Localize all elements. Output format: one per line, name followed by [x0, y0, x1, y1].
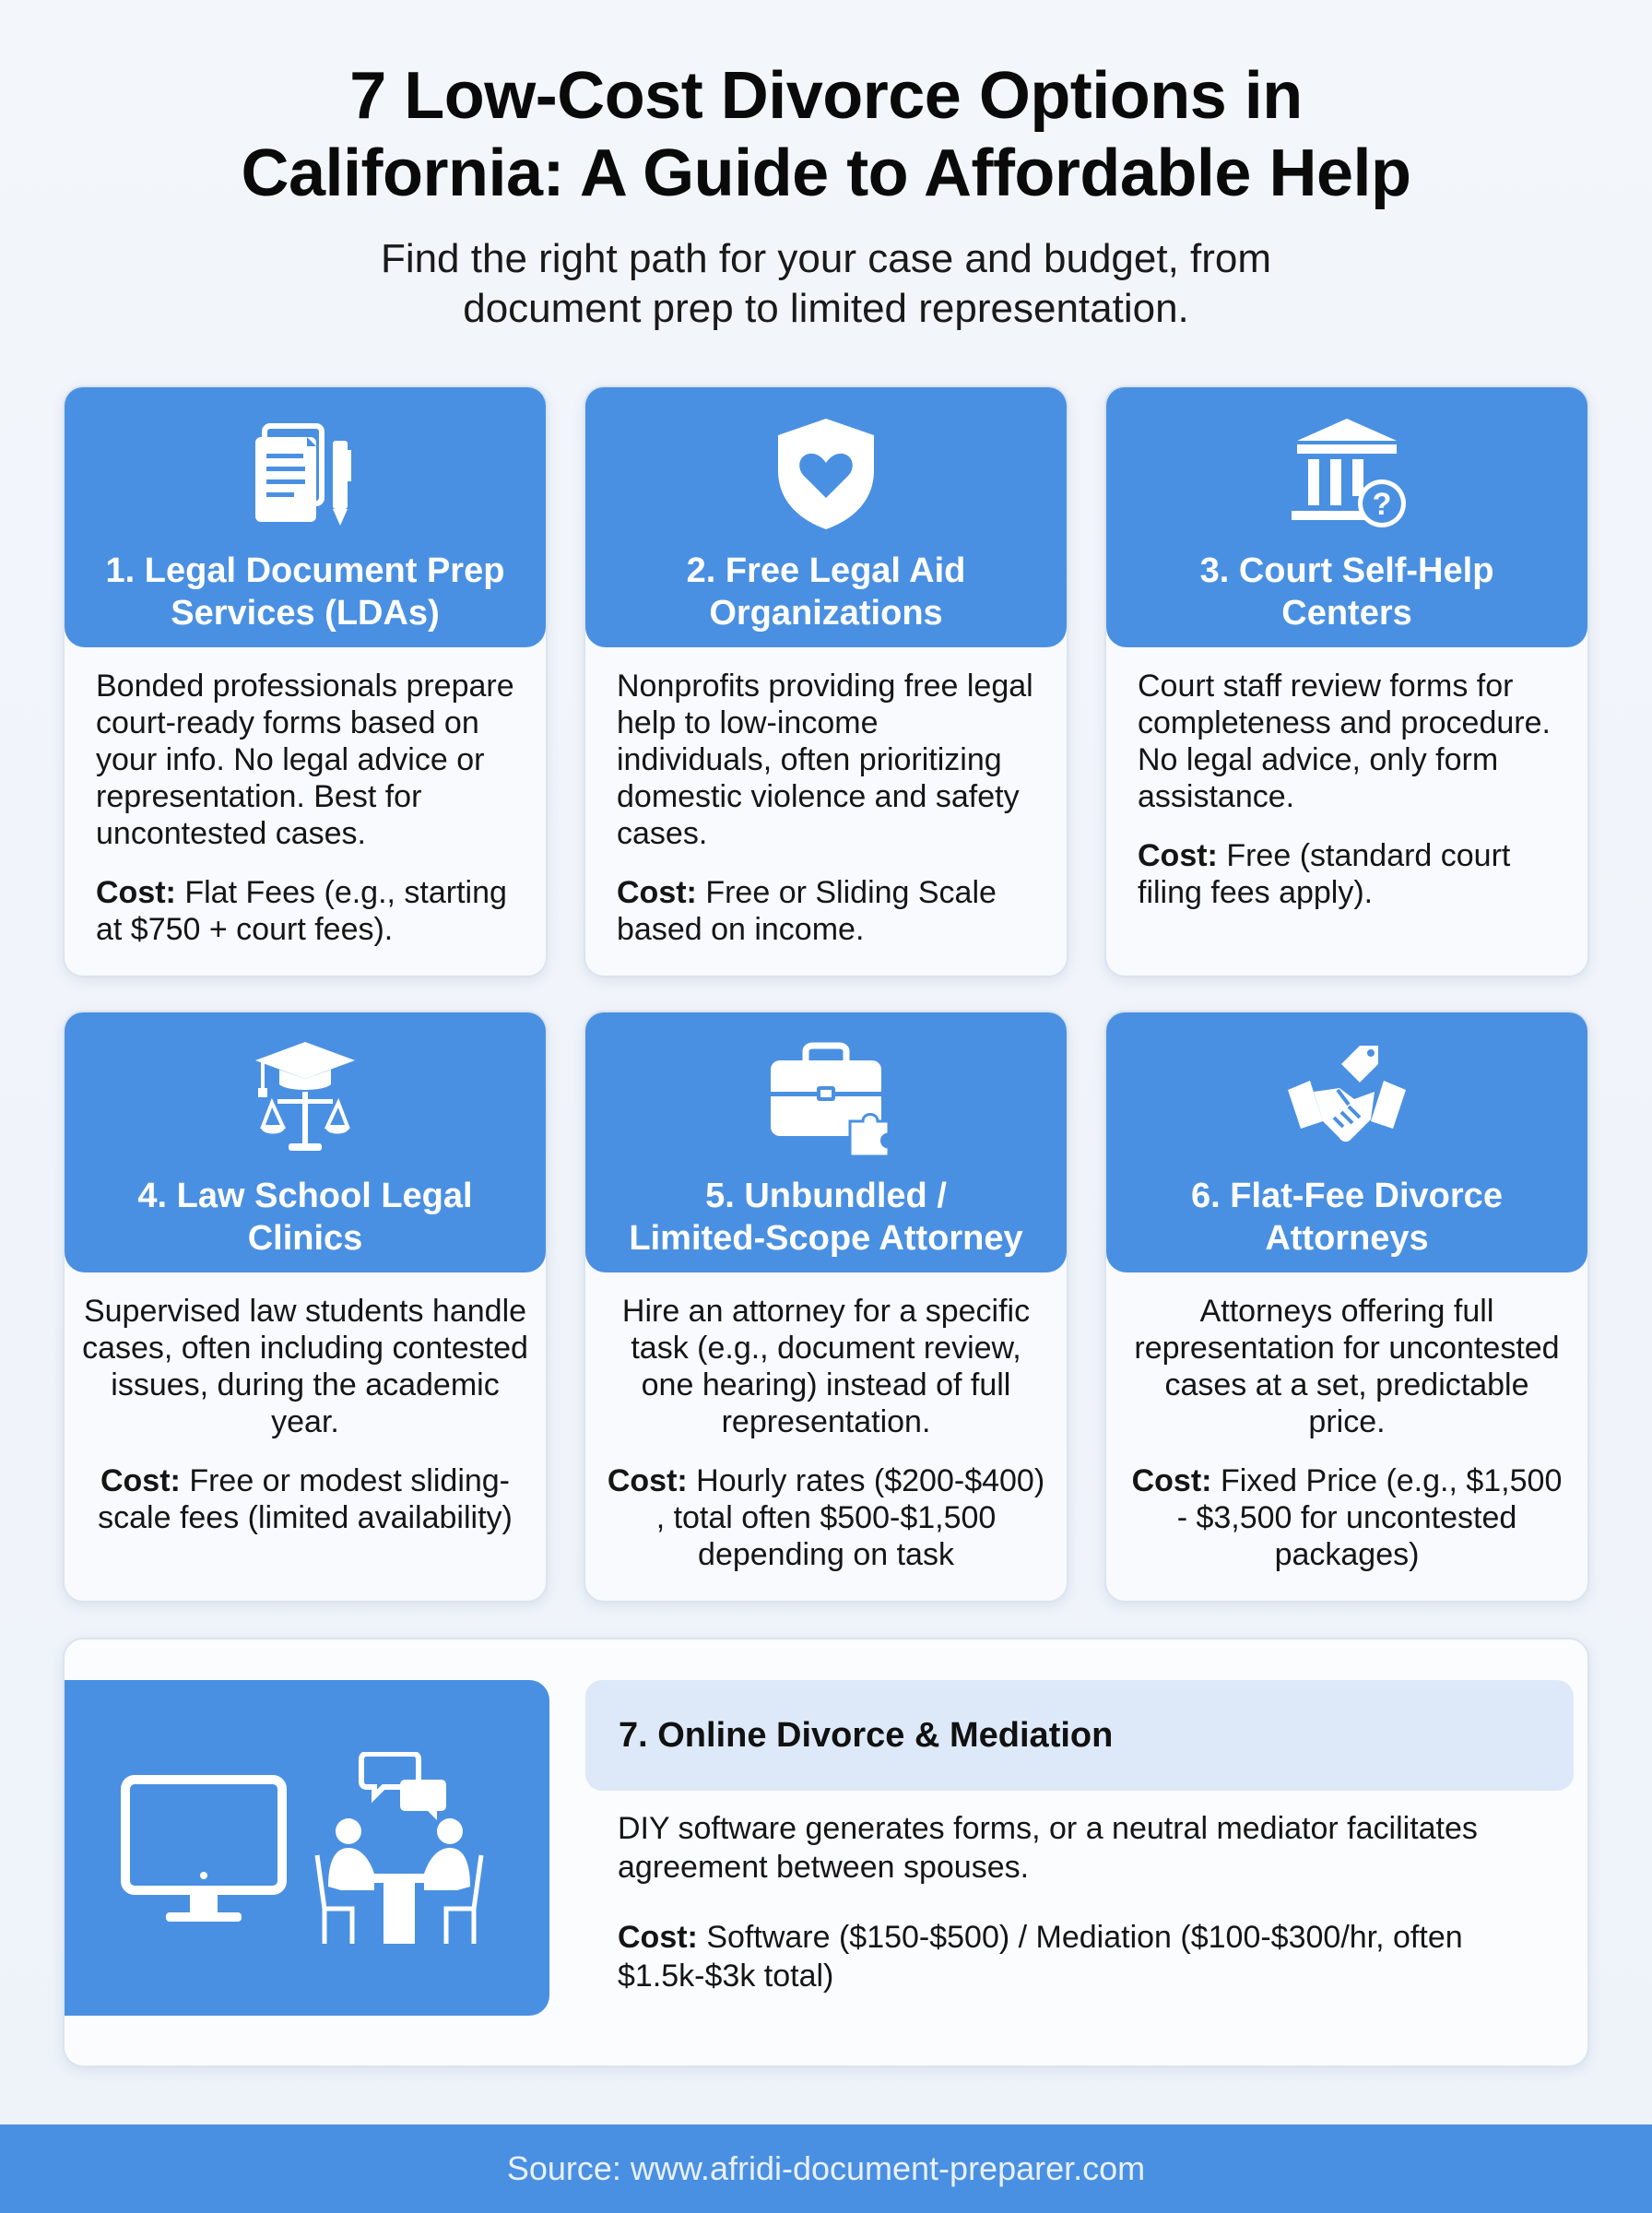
- card-court-self-help: [1104, 385, 1589, 977]
- cost-label: Cost:: [618, 1920, 698, 1955]
- card-title-line-1: 5. Unbundled /: [705, 1177, 947, 1215]
- card-title-line-1: 1. Legal Document Prep: [105, 551, 505, 590]
- card-header: [65, 387, 546, 647]
- cost-label: Cost:: [607, 1463, 688, 1498]
- page-subtitle: [0, 234, 1652, 334]
- courthouse-question-icon: [1282, 413, 1411, 533]
- card-flat-fee-attorneys: [1104, 1011, 1589, 1603]
- card-title-line-2: Services (LDAs): [171, 594, 440, 633]
- cost-value: Software ($150-$500) / Mediation ($100-$300/hr, often $1.5k-$3k total): [618, 1920, 1463, 1994]
- card-law-school-clinics: [63, 1011, 548, 1603]
- card-title: [74, 550, 537, 634]
- page-subtitle-line-1: Find the right path for your case and budget, from: [380, 236, 1272, 281]
- card-body: [1106, 1272, 1587, 1573]
- card-title-line-2: Limited-Scope Attorney: [629, 1219, 1023, 1258]
- card-unbundled-attorney: [584, 1011, 1068, 1603]
- card-title-line-2: Clinics: [247, 1219, 363, 1258]
- page-title-line-1: 7 Low-Cost Divorce Options in: [349, 59, 1303, 133]
- card-body: [585, 647, 1067, 948]
- card-description: Nonprofits providing free legal help to low-income individuals, often prioritizing domestic violence and safety cases.: [617, 669, 1033, 851]
- cost-label: Cost:: [617, 875, 697, 910]
- page-subtitle-line-2: document prep to limited representation.: [463, 286, 1189, 331]
- card-title: 7. Online Divorce & Mediation: [585, 1680, 1574, 1791]
- card-header: [585, 387, 1067, 647]
- card-header: [585, 1012, 1067, 1272]
- card-title: [74, 1175, 537, 1260]
- card-title-line-1: 4. Law School Legal: [137, 1177, 473, 1215]
- card-title-line-2: Organizations: [709, 594, 943, 633]
- card-header: [65, 1012, 546, 1272]
- source-text: Source: www.afridi-document-preparer.com: [506, 2149, 1146, 2187]
- cost-label: Cost:: [100, 1463, 181, 1498]
- card-header: [1106, 1012, 1587, 1272]
- computer-mediation-icon: [120, 1752, 507, 1955]
- cost-value: Free (standard court filing fees apply).: [1138, 838, 1511, 910]
- card-cost: [602, 1462, 1050, 1573]
- card-body: [585, 1272, 1067, 1573]
- card-description: Supervised law students handle cases, often including contested issues, during the academic year.: [82, 1294, 528, 1439]
- card-cost: [1123, 1462, 1571, 1573]
- card-free-legal-aid: [584, 385, 1068, 977]
- cost-value: Free or Sliding Scale based on income.: [617, 875, 997, 947]
- card-description: Bonded professionals prepare court-ready forms based on your info. No legal advice or representation. Best for uncontested cases.: [96, 669, 514, 851]
- card-body: [65, 1272, 546, 1536]
- card-header: [1106, 387, 1587, 647]
- card-title-line-2: Attorneys: [1265, 1219, 1429, 1258]
- card-title: [1115, 550, 1578, 634]
- svg-text:?: ?: [1372, 487, 1392, 522]
- card-title: [595, 1175, 1057, 1260]
- card-cost: [96, 874, 518, 948]
- cost-label: Cost:: [96, 875, 176, 910]
- handshake-tag-icon: [1282, 1038, 1411, 1158]
- cost-value: Flat Fees (e.g., starting at $750 + court fees).: [96, 875, 507, 947]
- card-description: Hire an attorney for a specific task (e.g., document review, one hearing) instead of full representation.: [621, 1294, 1031, 1439]
- card-body: [65, 647, 546, 948]
- briefcase-puzzle-icon: [761, 1038, 891, 1158]
- cost-value: Hourly rates ($200-$400) , total often $500-$1,500 depending on task: [655, 1463, 1045, 1572]
- card-cost: [617, 874, 1039, 948]
- card-cost: [81, 1462, 529, 1536]
- card-title-line-1: 3. Court Self-Help: [1199, 551, 1494, 590]
- card-body: [1106, 647, 1587, 911]
- card-title-line-1: 6. Flat-Fee Divorce: [1191, 1177, 1503, 1215]
- card-legal-document-prep: [63, 385, 548, 977]
- card-description: Court staff review forms for completeness and procedure. No legal advice, only form assistance.: [1138, 669, 1551, 814]
- card-cost: [618, 1918, 1567, 1995]
- graduation-scales-icon: [241, 1038, 370, 1158]
- card-online-divorce-mediation: [63, 1638, 1589, 2067]
- card-title: [1115, 1175, 1578, 1260]
- cost-label: Cost:: [1131, 1463, 1212, 1498]
- cost-label: Cost:: [1138, 838, 1218, 873]
- cost-value: Fixed Price (e.g., $1,500 - $3,500 for uncontested packages): [1176, 1463, 1563, 1572]
- card-cost: [1138, 837, 1560, 911]
- card-description: Attorneys offering full representation for uncontested cases at a set, predictable price.: [1134, 1294, 1560, 1439]
- page-title-line-2: California: A Guide to Affordable Help: [241, 136, 1411, 210]
- card-title-line-1: 2. Free Legal Aid: [686, 551, 966, 590]
- cost-value: Free or modest sliding-scale fees (limited availability): [98, 1463, 513, 1535]
- card-image-panel: [65, 1680, 549, 2016]
- footer-source: [0, 2124, 1652, 2213]
- card-title: [595, 550, 1057, 634]
- document-pen-icon: [241, 413, 370, 533]
- card-description: DIY software generates forms, or a neutral mediator facilitates agreement between spouses.: [618, 1811, 1478, 1885]
- shield-heart-icon: [761, 413, 891, 533]
- page-title: [0, 57, 1652, 212]
- card-title-line-2: Centers: [1281, 594, 1412, 633]
